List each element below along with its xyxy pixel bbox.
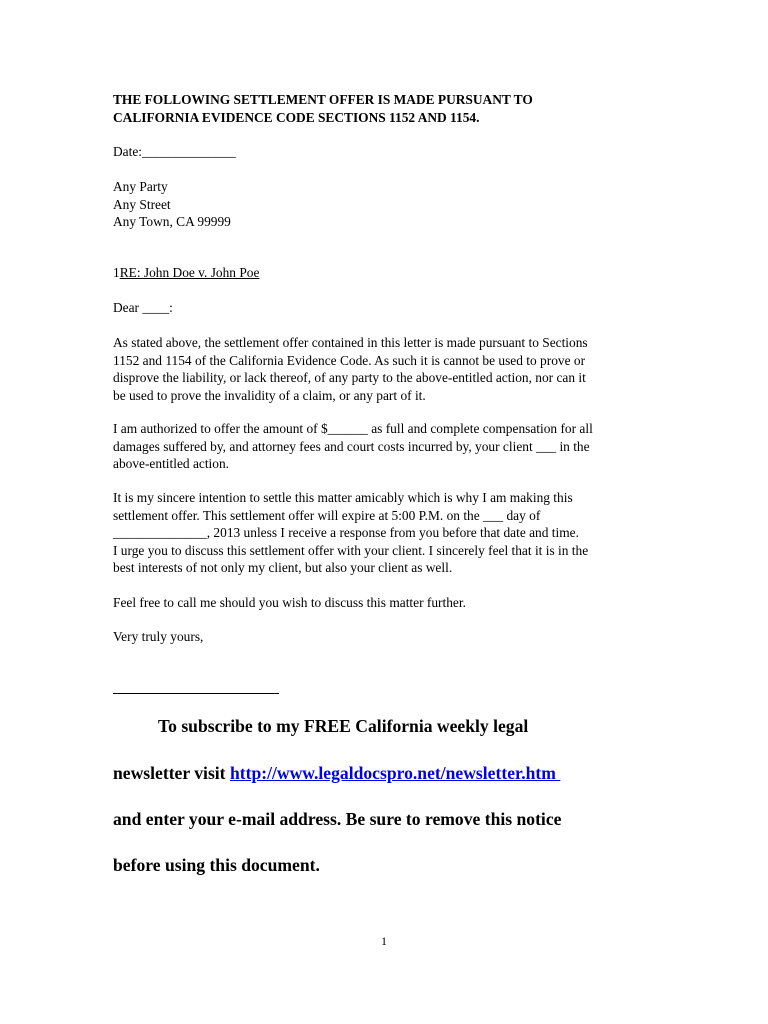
notice-line-1: To subscribe to my FREE California weekly legal	[158, 716, 529, 736]
recipient-address	[113, 178, 658, 231]
paragraph-line: be used to prove the invalidity of a claim, or any part of it.	[113, 387, 426, 403]
link-trailing-space	[556, 763, 560, 783]
signature-line	[113, 693, 279, 694]
paragraph-line: I am authorized to offer the amount of $______ as full and complete compensation for all	[113, 421, 593, 436]
notice-line-2	[113, 762, 560, 784]
heading-line-2: CALIFORNIA EVIDENCE CODE SECTIONS 1152 AND 1154.	[113, 109, 480, 125]
paragraph-1	[113, 334, 658, 404]
paragraph-line: disprove the liability, or lack thereof, of any party to the above-entitled action, nor can it	[113, 370, 586, 385]
paragraph-2	[113, 420, 658, 473]
closing: Very truly yours,	[113, 629, 204, 644]
paragraph-line: best interests of not only my client, but also your client as well.	[113, 560, 453, 575]
date-blank: ______________	[142, 144, 236, 159]
paragraph-line: I urge you to discuss this settlement offer with your client. I sincerely feel that it is in the	[113, 542, 589, 558]
address-line-1: Any Party	[113, 179, 168, 194]
paragraph-line: It is my sincere intention to settle this matter amicably which is why I am making this	[113, 490, 573, 505]
address-line-3: Any Town, CA 99999	[113, 214, 231, 229]
salutation	[113, 299, 658, 317]
newsletter-link[interactable]: http://www.legaldocspro.net/newsletter.htm	[229, 763, 556, 783]
address-line-2: Any Street	[113, 196, 171, 212]
date-line	[113, 143, 658, 161]
salutation-suffix: :	[169, 300, 173, 315]
paragraph-3	[113, 489, 658, 577]
heading-line-1: THE FOLLOWING SETTLEMENT OFFER IS MADE PURSUANT TO	[113, 92, 533, 107]
re-line	[113, 264, 658, 282]
paragraph-line: damages suffered by, and attorney fees and court costs incurred by, your client ___ in the	[113, 438, 590, 454]
re-text: RE: John Doe v. John Poe	[119, 265, 260, 280]
paragraph-4: Feel free to call me should you wish to discuss this matter further.	[113, 595, 466, 610]
paragraph-line: above-entitled action.	[113, 456, 230, 471]
page-number: 1	[381, 934, 387, 948]
paragraph-line: settlement offer. This settlement offer will expire at 5:00 P.M. on the ___ day of	[113, 507, 541, 523]
date-label: Date:	[113, 144, 142, 159]
notice-prefix: newsletter visit	[113, 763, 230, 783]
notice-line-4: before using this document.	[113, 855, 320, 875]
salutation-text: Dear	[113, 300, 143, 315]
salutation-blank: ____	[142, 300, 170, 315]
document-heading	[113, 91, 658, 126]
paragraph-line: 1152 and 1154 of the California Evidence Code. As such it is cannot be used to prove or	[113, 352, 586, 368]
notice-line-3: and enter your e-mail address. Be sure to remove this notice	[113, 809, 562, 829]
re-number: 1	[113, 265, 120, 280]
paragraph-line: ______________, 2013 unless I receive a response from you before that date and time.	[113, 525, 579, 540]
paragraph-line: As stated above, the settlement offer contained in this letter is made pursuant to Sections	[113, 335, 588, 350]
